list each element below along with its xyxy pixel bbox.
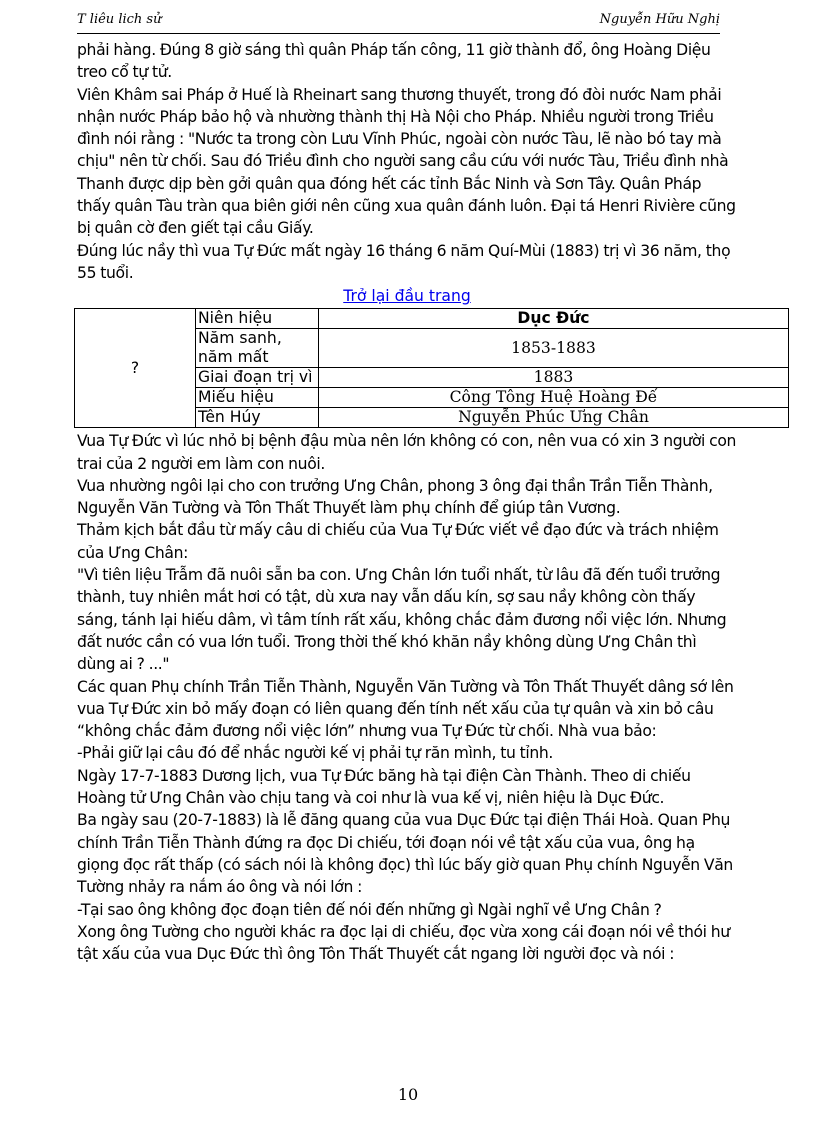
- label-reign-period: Giai đoạn trị vì: [196, 368, 319, 388]
- label-personal-name: Tên Húy: [196, 408, 319, 428]
- paragraph: Thảm kịch bắt đầu từ mấy câu di chiếu của Vua Tự Đức viết về đạo đức và trách nhiệm của Ưng Chân:: [77, 521, 719, 562]
- paragraph: Ba ngày sau (20-7-1883) là lễ đăng quang của vua Dục Đức tại điện Thái Hoà. Quan Phụ chính Trần Tiễn Thành đứng ra đọc Di chiếu, tới đoạn nói về tật xấu của vua, ông hạ giọng đọc rất thấp (có sách nói là không đọc) thì lúc bấy giờ quan Phụ chính Nguyễn Văn Tường nhảy ra nắm áo ông và nói lớn :: [77, 811, 733, 897]
- paragraph: -Phải giữ lại câu đó để nhắc người kế vị phải tự răn mình, tu tỉnh.: [77, 744, 554, 763]
- quote-paragraph: "Vì tiên liệu Trẫm đã nuôi sẵn ba con. Ưng Chân lớn tuổi nhất, từ lâu đã đến tuổi trưởng thành, tuy nhiên mắt hơi có tật, dù xưa nay vẫn dấu kín, sợ sau nầy không còn thấy sáng, tánh lại hiếu dâm, vì tâm tính rất xấu, không chắc đảm đương nổi việc lớn. Nhưng đất nước cần có vua lớn tuổi. Trong thời thế khó khăn nầy không dùng Ưng Chân thì dùng ai ? ...": [77, 566, 727, 674]
- king-info-table: [74, 308, 789, 428]
- page-content: [77, 39, 737, 965]
- header-divider: [77, 33, 720, 34]
- value-birth-death: 1853-1883: [319, 329, 789, 368]
- paragraph: Đúng lúc nầy thì vua Tự Đức mất ngày 16 tháng 6 năm Quí-Mùi (1883) trị vì 36 năm, thọ 55 tuổi.: [77, 241, 731, 282]
- running-header-right: Nguyễn Hữu Nghị: [599, 12, 720, 27]
- paragraph: Ngày 17-7-1883 Dương lịch, vua Tự Đức băng hà tại điện Càn Thành. Theo di chiếu Hoàng tử Ưng Chân vào chịu tang và coi như là vua kế vị, niên hiệu là Dục Đức.: [77, 766, 691, 808]
- running-header-left: T liêu lich sử: [77, 12, 162, 27]
- paragraph: Vua nhường ngôi lại cho con trưởng Ưng Chân, phong 3 ông đại thần Trần Tiễn Thành, Nguyễn Văn Tường và Tôn Thất Thuyết làm phụ chính để giúp tân Vương.: [77, 476, 713, 518]
- label-temple-name: Miếu hiệu: [196, 388, 319, 408]
- value-reign-period: 1883: [319, 368, 789, 388]
- page-number: 10: [397, 1085, 419, 1104]
- back-to-top-link[interactable]: Trở lại đầu trang: [343, 287, 471, 306]
- value-temple-name: Công Tông Huệ Hoàng Đế: [319, 388, 789, 408]
- value-personal-name: Nguyễn Phúc Ưng Chân: [319, 408, 789, 428]
- paragraph: Vua Tự Đức vì lúc nhỏ bị bệnh đậu mùa nên lớn không có con, nên vua có xin 3 người con trai của 2 người em làm con nuôi.: [77, 432, 737, 473]
- label-birth-death: Năm sanh, năm mất: [196, 329, 319, 368]
- table-row: [75, 309, 789, 329]
- label-reign-name: Niên hiệu: [196, 309, 319, 329]
- paragraph: phải hàng. Đúng 8 giờ sáng thì quân Pháp tấn công, 11 giờ thành đổ, ông Hoàng Diệu treo cổ tự tử.: [77, 41, 711, 82]
- paragraph: Viên Khâm sai Pháp ở Huế là Rheinart sang thương thuyết, trong đó đòi nước Nam phải nhận nước Pháp bảo hộ và nhường thành thị Hà Nội cho Pháp. Nhiều người trong Triều đình nói rằng : "Nước ta trong còn Lưu Vĩnh Phúc, ngoài còn nước Tàu, lẽ nào bó tay mà chịu" nên từ chối. Sau đó Triều đình cho người sang cầu cứu với nước Tàu, Triều đình nhà Thanh được dịp bèn gởi quân qua đóng hết các tỉnh Bắc Ninh và Sơn Tây. Quân Pháp thấy quân Tàu tràn qua biên giới nên cũng xua quân đánh luôn. Đại tá Henri Rivière cũng bị quân cờ đen giết tại cầu Giấy.: [77, 85, 736, 238]
- portrait-placeholder: ?: [75, 309, 196, 428]
- paragraph: Các quan Phụ chính Trần Tiễn Thành, Nguyễn Văn Tường và Tôn Thất Thuyết dâng sớ lên vua Tự Đức xin bỏ mấy đoạn có liên quang đến tính nết xấu của tự quân và xin bỏ câu “không chắc đảm đương nổi việc lớn” nhưng vua Tự Đức từ chối. Nhà vua bảo:: [77, 677, 734, 741]
- paragraph: Xong ông Tường cho người khác ra đọc lại di chiếu, đọc vừa xong cái đoạn nói về thói hư tật xấu của vua Dục Đức thì ông Tôn Thất Thuyết cắt ngang lời người đọc và nói :: [77, 922, 730, 964]
- value-reign-name: Dục Đức: [319, 309, 789, 329]
- paragraph: -Tại sao ông không đọc đoạn tiên đế nói đến những gì Ngài nghĩ về Ưng Chân ?: [77, 900, 662, 919]
